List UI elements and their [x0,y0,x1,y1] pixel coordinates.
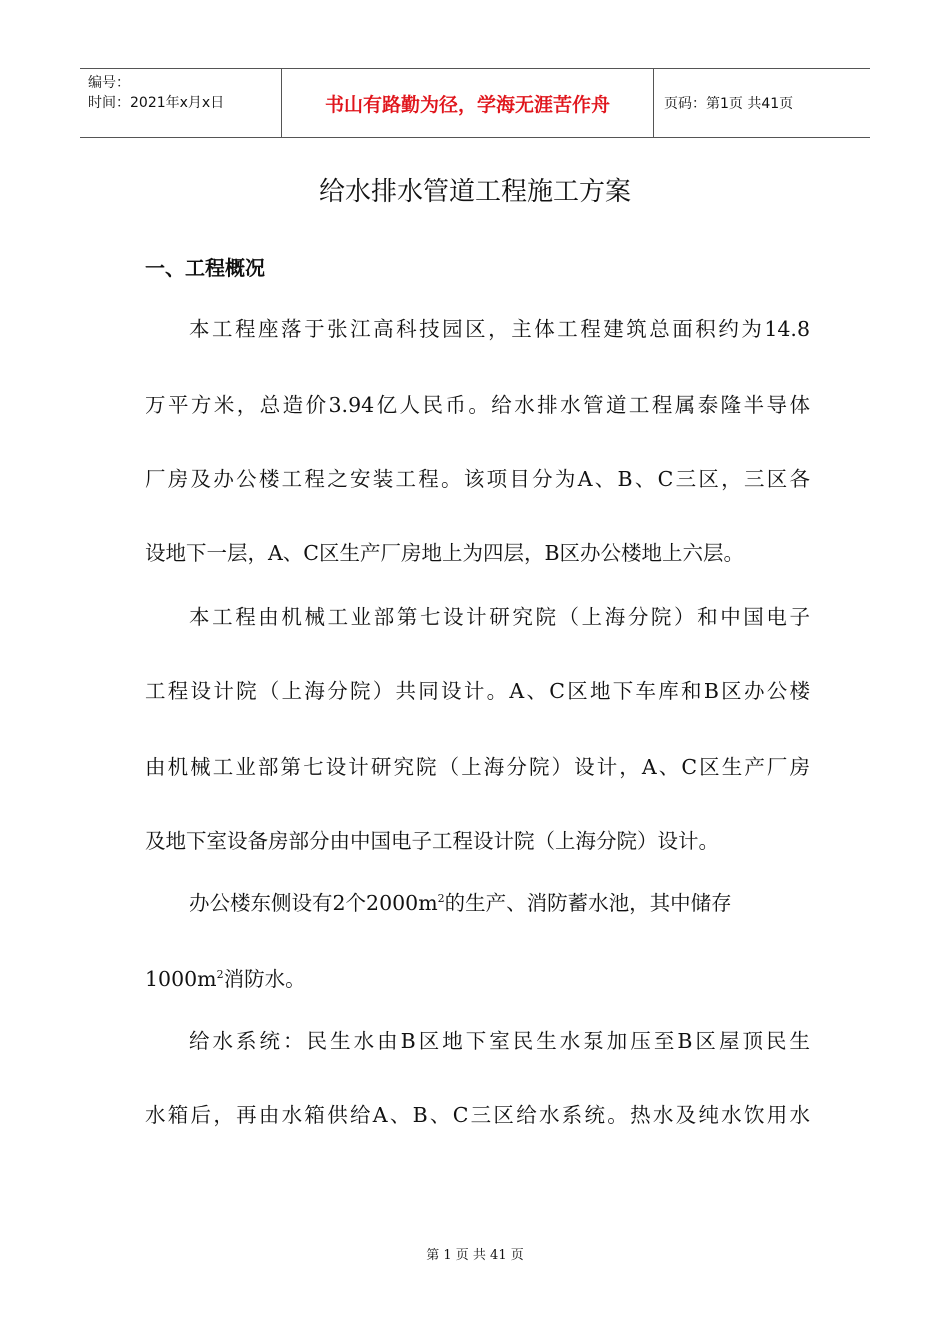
paragraph-line: 及地下室设备房部分由中国电子工程设计院（上海分院）设计。 [145,829,719,853]
text-fragment: 1000m [145,967,217,991]
paragraph-line: 由机械工业部第七设计研究院（上海分院）设计，A、C区生产厂房 [145,755,810,779]
paragraph-line: 本工程由机械工业部第七设计研究院（上海分院）和中国电子 [189,605,810,629]
text-fragment: 消防水。 [223,967,306,991]
paragraph-line: 本工程座落于张江高科技园区，主体工程建筑总面积约为14.8 [189,317,810,341]
paragraph-line: 万平方米，总造价3.94亿人民币。给水排水管道工程属泰隆半导体 [145,393,810,417]
superscript: 2 [216,968,224,982]
paragraph-line: 水箱后，再由水箱供给A、B、C三区给水系统。热水及纯水饮用水 [145,1103,810,1127]
header-page-info: 页码：第1页 共41页 [664,96,794,112]
header-motto: 书山有路勤为径，学海无涯苦作舟 [281,69,654,137]
text-fragment: 办公楼东侧设有2个2000m [189,891,438,915]
time-label: 时间：2021年x月x日 [88,95,225,111]
number-label: 编号： [88,75,130,91]
document-header [80,68,870,138]
paragraph-line: 给水系统：民生水由B区地下室民生水泵加压至B区屋顶民生 [189,1029,810,1053]
paragraph-line: 工程设计院（上海分院）共同设计。A、C区地下车库和B区办公楼 [145,679,810,703]
section-heading: 一、工程概况 [145,256,265,280]
paragraph-line: 厂房及办公楼工程之安装工程。该项目分为A、B、C三区，三区各 [145,467,810,491]
header-meta [80,69,281,137]
document-title: 给水排水管道工程施工方案 [318,177,631,207]
text-fragment: 的生产、消防蓄水池，其中储存 [444,891,732,915]
page-footer: 第 1 页 共 41 页 [426,1248,524,1263]
paragraph-line [145,888,810,918]
superscript: 2 [437,892,445,906]
paragraph-line [145,964,810,994]
paragraph-line: 设地下一层，A、C区生产厂房地上为四层，B区办公楼地上六层。 [145,541,745,565]
